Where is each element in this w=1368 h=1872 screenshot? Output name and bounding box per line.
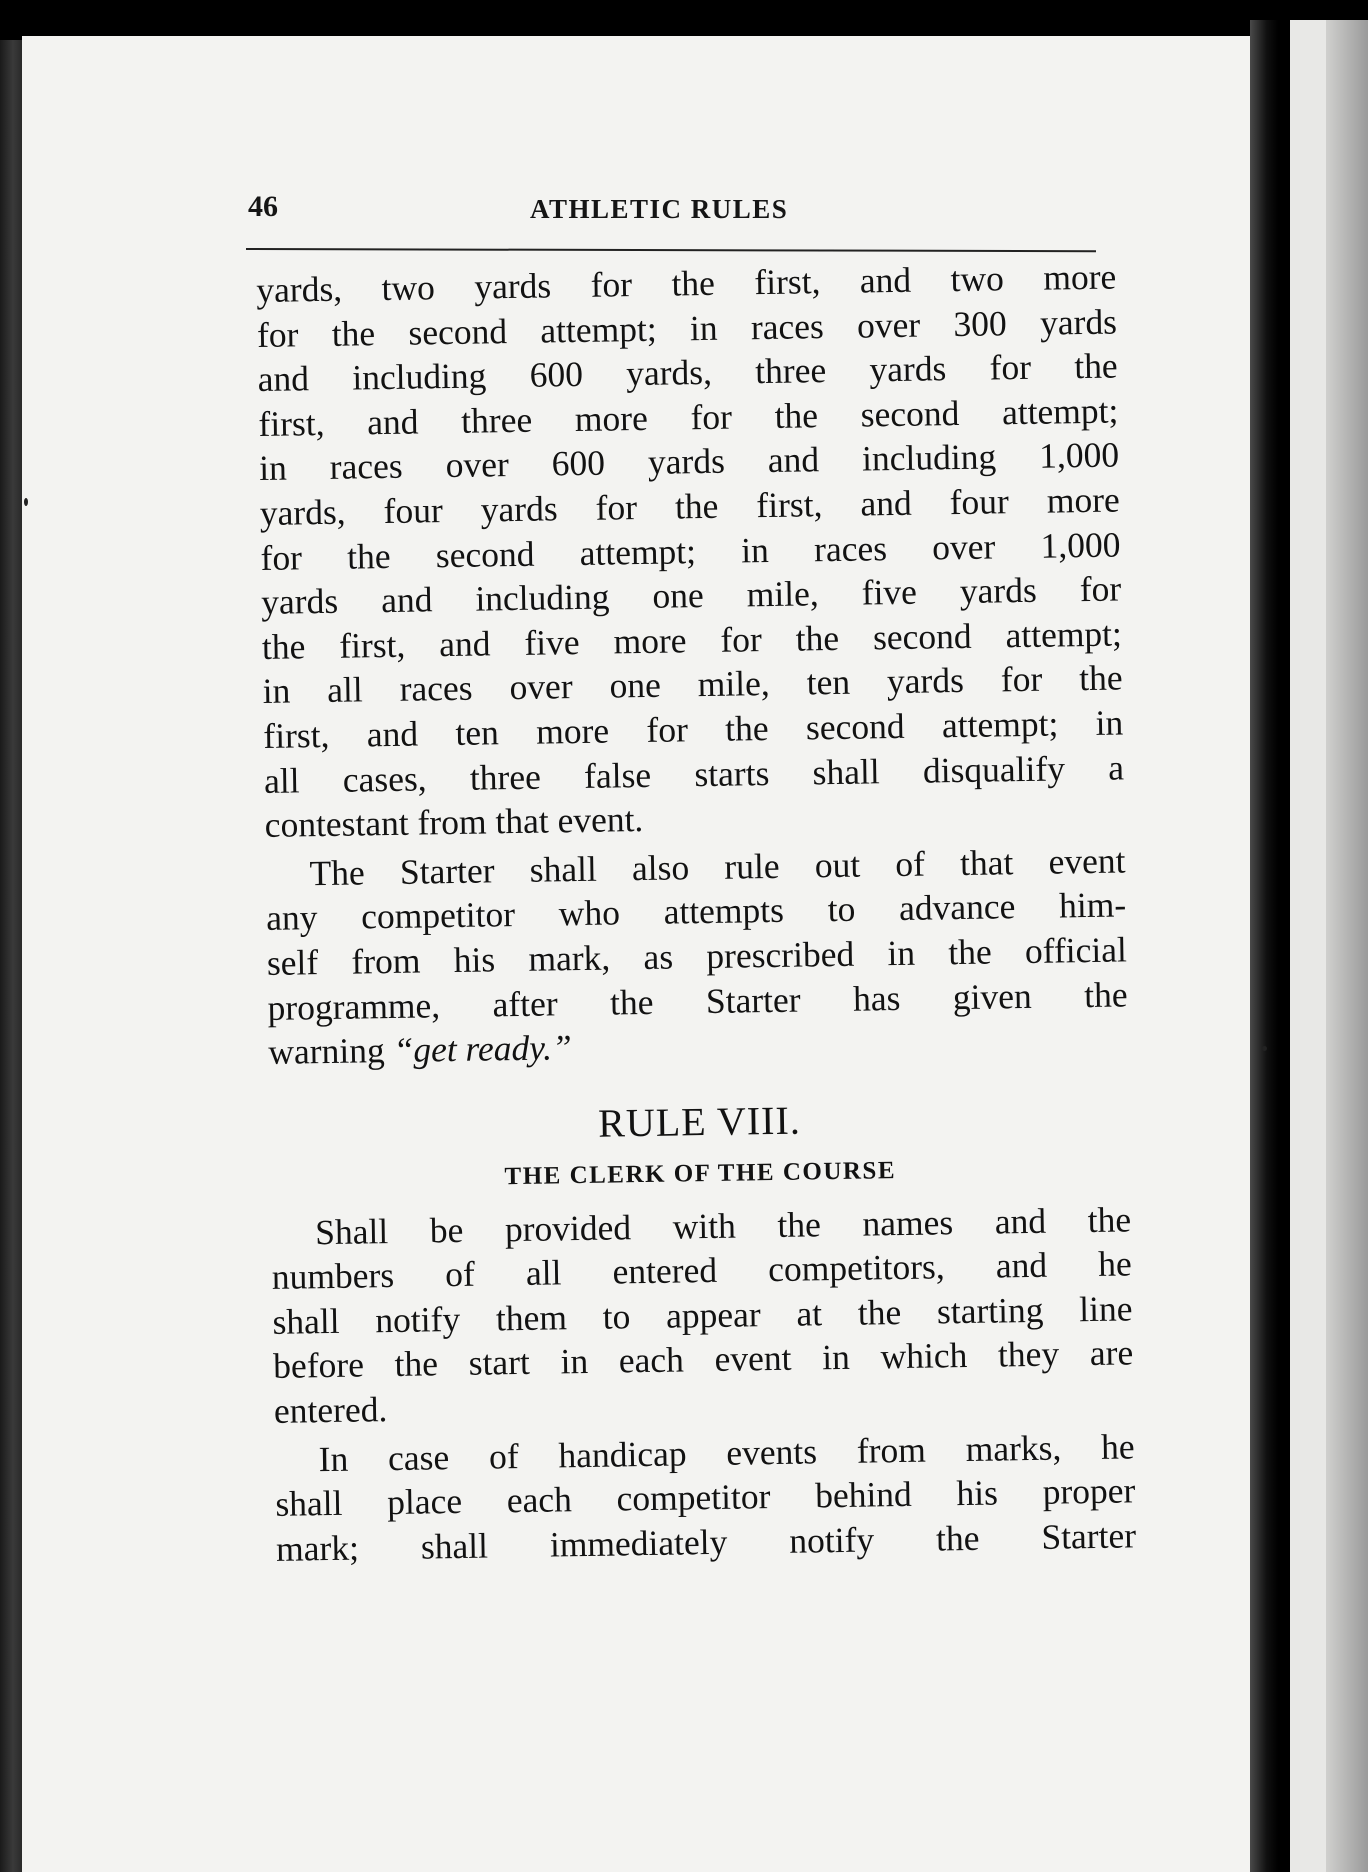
body-text [256, 254, 1136, 1571]
text-line: shall notify them to appear at the starting line [272, 1288, 1133, 1342]
rule-subheading: THE CLERK OF THE COURSE [504, 1156, 897, 1190]
text-line: for the second attempt; in races over 1,000 [260, 524, 1121, 578]
text-line: Shall be provided with the names and the [314, 1199, 1132, 1252]
running-head [248, 190, 1096, 230]
text-line: self from his mark, as prescribed in the official [266, 929, 1128, 983]
text-line: for the second attempt; in races over 300 yards [256, 301, 1118, 355]
text-line: contestant from that event. [264, 799, 644, 846]
text-line: shall place each competitor behind his proper [275, 1470, 1136, 1525]
text-line: programme, after the Starter has given the [267, 973, 1128, 1028]
text-line: yards, four yards for the first, and four more [259, 479, 1121, 533]
text-line: mark; shall immediately notify the Starter [275, 1515, 1137, 1569]
text-line: all cases, three false starts shall disqualify a [263, 746, 1125, 801]
rule-heading: RULE VIII. [597, 1097, 802, 1146]
text-line: and including 600 yards, three yards for the [257, 345, 1118, 400]
text-fragment: warning [268, 1030, 394, 1072]
italic-quote: “get ready.” [393, 1027, 572, 1071]
text-line: first, and three more for the second attempt; [258, 390, 1119, 444]
text-line: yards and including one mile, five yards for [260, 568, 1122, 623]
text-line: yards, two yards for the first, and two more [256, 256, 1117, 310]
page-gutter-shadow [1250, 20, 1278, 1872]
facing-page-shadow [1326, 20, 1368, 1872]
running-title: ATHLETIC RULES [530, 194, 789, 224]
text-line: first, and ten more for the second attempt; in [263, 702, 1124, 756]
text-line: entered. [273, 1389, 388, 1431]
text-line: any competitor who attempts to advance him- [265, 884, 1127, 939]
scan-speck [1262, 1046, 1267, 1051]
text-line: in races over 600 yards and including 1,000 [258, 434, 1120, 489]
text-line: the first, and five more for the second attempt; [261, 613, 1123, 667]
page-number: 46 [248, 190, 278, 223]
text-line: before the start in each event in which they are [272, 1332, 1134, 1387]
text-line: in all races over one mile, ten yards for the [262, 657, 1123, 712]
text-line: In case of handicap events from marks, he [318, 1426, 1135, 1479]
text-line: The Starter shall also rule out of that event [309, 840, 1126, 893]
text-line: numbers of all entered competitors, and he [271, 1243, 1133, 1298]
scan-speck [24, 498, 28, 506]
